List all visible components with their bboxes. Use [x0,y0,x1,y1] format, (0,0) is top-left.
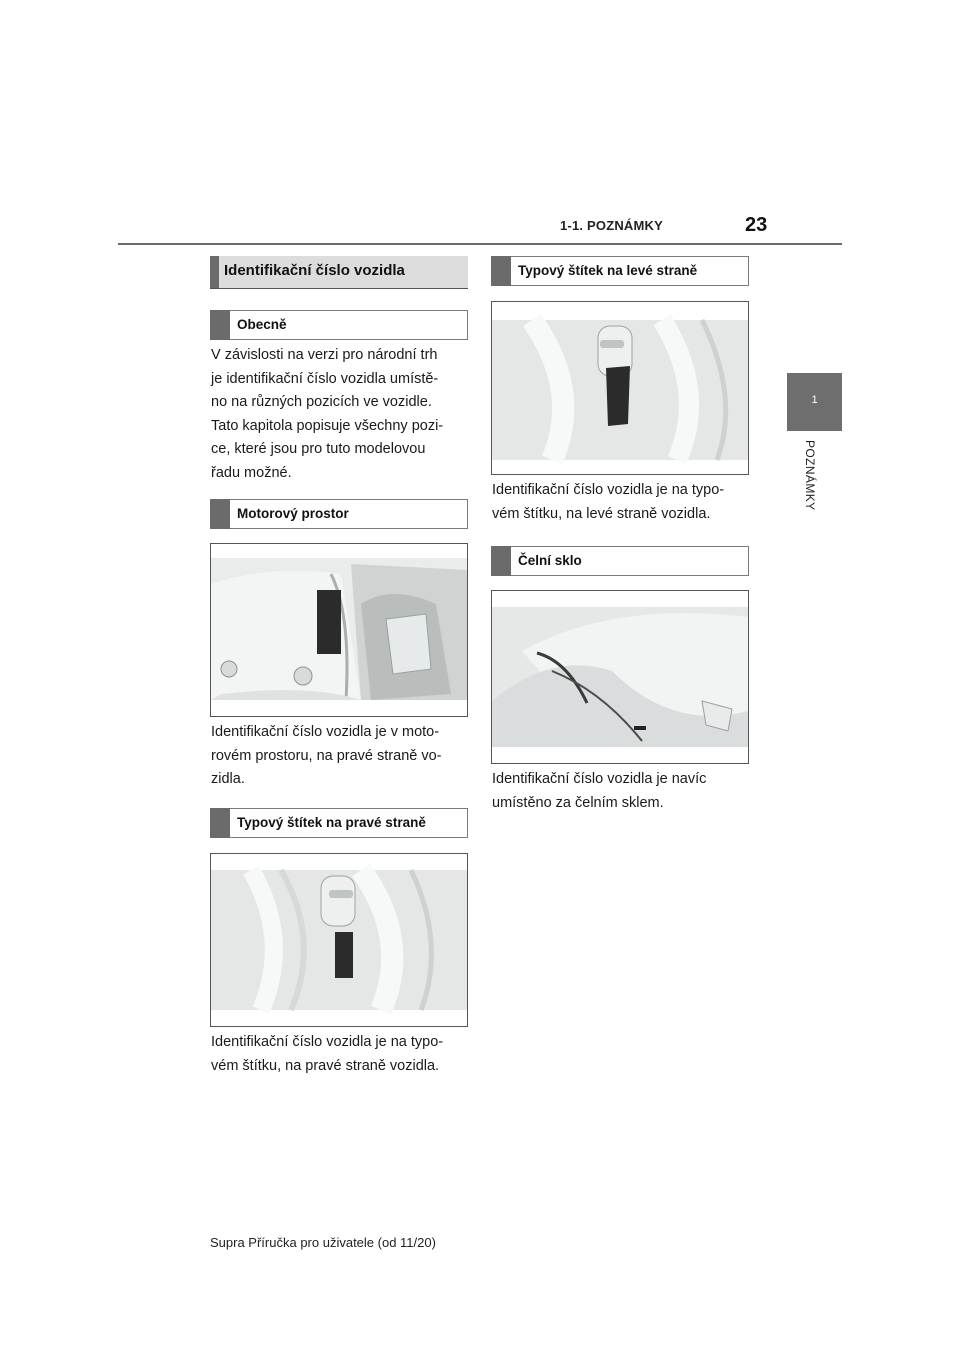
text-line: Tato kapitola popisuje všechny pozi- [211,417,444,434]
text-line: Identifikační číslo vozidla je na typo- [211,1034,444,1050]
vin-label-mark [317,590,341,654]
chapter-tab-number: 1 [811,394,818,406]
footer-text: Supra Příručka pro uživatele (od 11/20) [210,1235,436,1250]
subheading-windshield [491,546,749,576]
type-plate-mark [335,932,353,978]
subheading-bar [491,256,511,286]
subheading-bar [491,546,511,576]
engine-compartment-image [210,543,468,717]
chapter-title: 1-1. POZNÁMKY [560,218,664,233]
subheading-general-text: Obecně [237,317,287,332]
subheading-bar [210,310,230,340]
text-line: Identifikační číslo vozidla je v moto- [211,724,440,740]
text-line: V závislosti na verzi pro národní trh [211,347,438,363]
subheading-bar [210,808,230,838]
page-number: 23 [745,214,768,236]
text-line: ce, které jsou pro tuto modelovou [211,441,426,457]
subheading-engine-text: Motorový prostor [237,506,349,521]
windshield-paragraph [492,768,754,815]
right-plate-paragraph [211,1031,473,1078]
type-plate-mark [606,366,630,426]
vin-window-mark [634,726,646,730]
text-line: řadu možné. [211,464,292,481]
text-line: Identifikační číslo vozidla je navíc [492,771,707,787]
section-heading [210,256,468,289]
text-line: umístěno za čelním sklem. [492,794,664,811]
header-rule [118,243,842,245]
section-heading-bar [210,256,219,288]
chapter-tab-label: POZNÁMKY [803,440,817,511]
general-paragraph [211,344,473,485]
subheading-general [210,310,468,340]
text-line: zidla. [211,771,245,787]
text-line: Identifikační číslo vozidla je na typo- [492,482,725,498]
subheading-bar [210,499,230,529]
section-heading-text: Identifikační číslo vozidla [224,262,405,279]
text-line: rovém prostoru, na pravé straně vo- [211,747,442,764]
windshield-image [491,590,749,764]
subheading-left-plate [491,256,749,286]
left-plate-paragraph [492,479,754,526]
text-line: vém štítku, na pravé straně vozidla. [211,1057,440,1074]
subheading-right-plate [210,808,468,838]
subheading-engine [210,499,468,529]
subheading-windshield-text: Čelní sklo [518,553,582,568]
text-line: je identifikační číslo vozidla umístě- [211,370,439,387]
text-line: vém štítku, na levé straně vozidla. [492,505,711,522]
subheading-right-plate-text: Typový štítek na pravé straně [237,815,426,830]
engine-paragraph [211,721,473,792]
right-plate-image [210,853,468,1027]
subheading-left-plate-text: Typový štítek na levé straně [518,263,698,278]
text-line: no na různých pozicích ve vozidle. [211,394,432,410]
left-plate-image [491,301,749,475]
